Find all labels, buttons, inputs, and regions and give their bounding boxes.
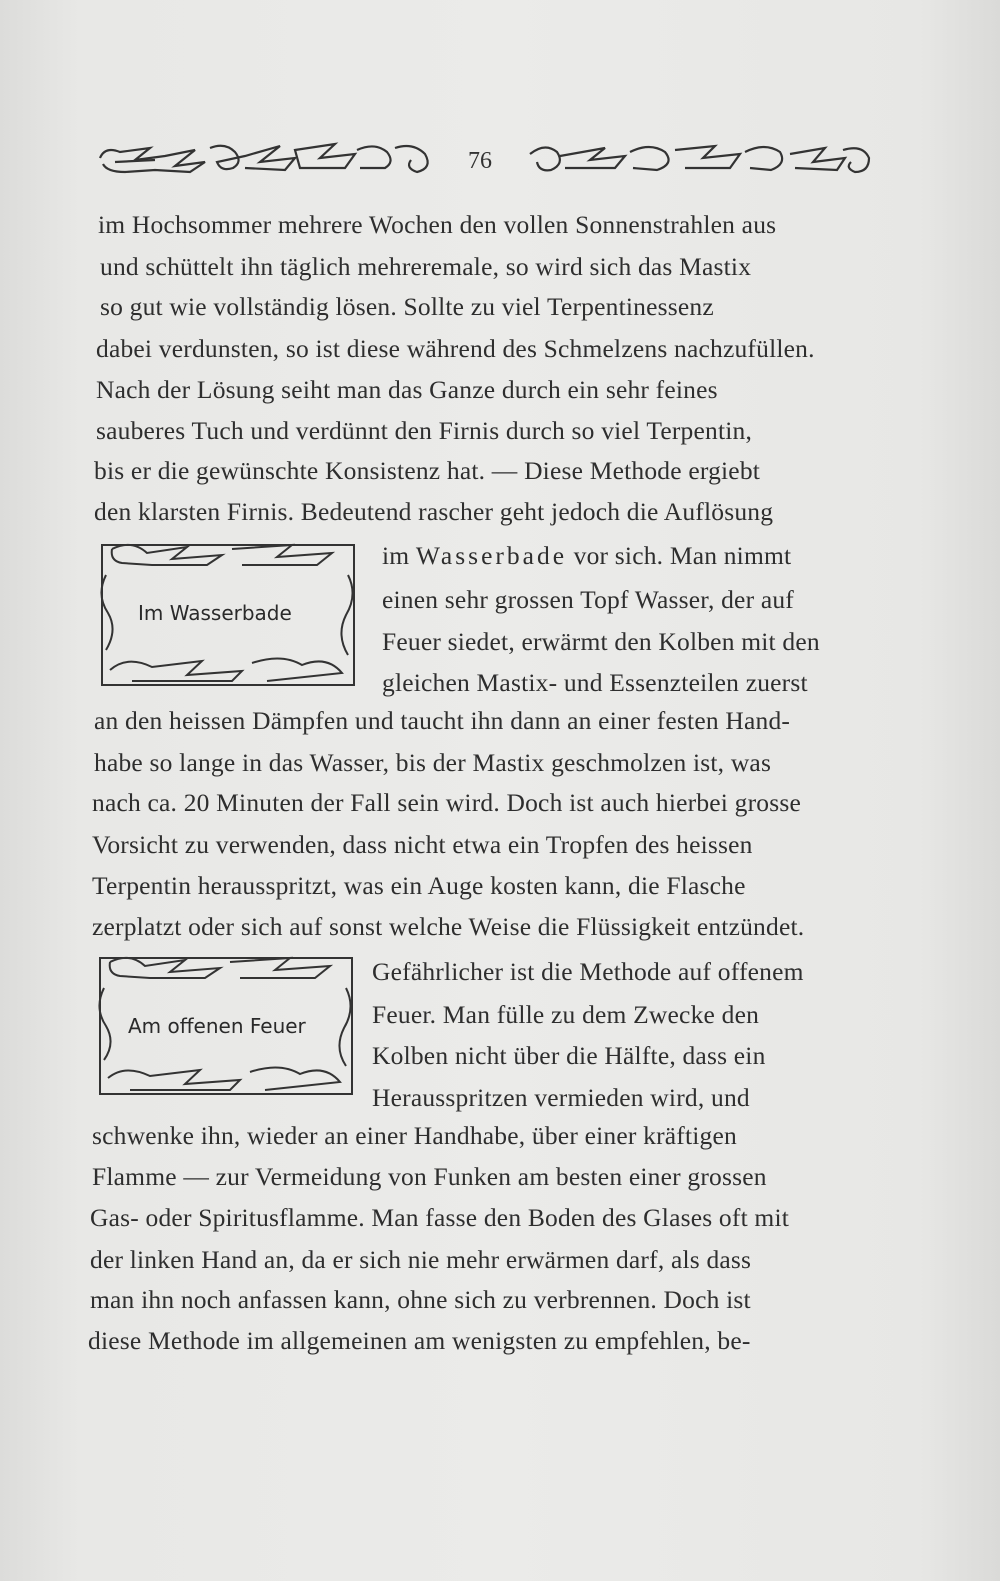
text-line: so gut wie vollständig lösen. Sollte zu viel Terpentinessenz [100, 292, 714, 321]
page-number: 76 [468, 148, 492, 174]
right-ornament-icon [525, 138, 875, 188]
text-line: Feuer siedet, erwärmt den Kolben mit den [382, 627, 820, 656]
text-line: Vorsicht zu verwenden, dass nicht etwa ein Tropfen des heissen [92, 830, 753, 859]
side-note-wasserbad [92, 535, 362, 695]
text-line: Kolben nicht über die Hälfte, dass ein [372, 1041, 766, 1070]
emphasized-term: Wasserbade [415, 541, 568, 570]
left-ornament-icon [95, 138, 445, 188]
text-line: Feuer. Man fülle zu dem Zwecke den [372, 1000, 760, 1029]
text-line: einen sehr grossen Topf Wasser, der auf [382, 585, 795, 614]
text-line: Herausspritzen vermieden wird, und [372, 1083, 750, 1112]
text-line: der linken Hand an, da er sich nie mehr erwärmen darf, als dass [90, 1245, 752, 1274]
text-line: diese Methode im allgemeinen am wenigsten zu empfehlen, be- [88, 1326, 751, 1355]
text-line: gleichen Mastix- und Essenzteilen zuerst [382, 668, 808, 697]
text-line: Gefährlicher ist die Methode auf offenem [372, 957, 804, 986]
text-line: an den heissen Dämpfen und taucht ihn dann an einer festen Hand- [94, 706, 791, 735]
text-line: Terpentin herausspritzt, was ein Auge kosten kann, die Flasche [92, 871, 746, 900]
text-line: Nach der Lösung seiht man das Ganze durch ein sehr feines [96, 375, 718, 404]
text-line: den klarsten Firnis. Bedeutend rascher geht jedoch die Auflösung [94, 497, 774, 526]
text-line: und schüttelt ihn täglich mehreremale, so wird sich das Mastix [100, 252, 752, 281]
text-line: im Hochsommer mehrere Wochen den vollen Sonnenstrahlen aus [98, 210, 777, 239]
text-line: Gas- oder Spiritusflamme. Man fasse den Boden des Glases oft mit [90, 1203, 790, 1232]
side-note-label: Am offenen Feuer [128, 1014, 306, 1038]
side-note-label: Im Wasserbade [138, 601, 292, 625]
text-line: dabei verdunsten, so ist diese während des Schmelzens nachzufüllen. [96, 334, 815, 363]
text-line: bis er die gewünschte Konsistenz hat. — Diese Methode ergiebt [94, 456, 761, 485]
text-line [382, 541, 791, 571]
text-line: man ihn noch anfassen kann, ohne sich zu verbrennen. Doch ist [90, 1285, 751, 1314]
text-line: schwenke ihn, wieder an einer Handhabe, über einer kräftigen [92, 1121, 737, 1150]
side-note-offenes-feuer [90, 948, 360, 1104]
text-line: nach ca. 20 Minuten der Fall sein wird. Doch ist auch hierbei grosse [92, 788, 801, 817]
text-line: zerplatzt oder sich auf sonst welche Weise die Flüssigkeit entzündet. [92, 912, 805, 941]
text-line: habe so lange in das Wasser, bis der Mastix geschmolzen ist, was [94, 748, 772, 777]
text-fragment: vor sich. Man nimmt [573, 541, 792, 570]
text-line: Flamme — zur Vermeidung von Funken am besten einer grossen [92, 1162, 767, 1191]
text-line: sauberes Tuch und verdünnt den Firnis durch so viel Terpentin, [96, 416, 753, 445]
text-fragment: im [382, 541, 410, 570]
